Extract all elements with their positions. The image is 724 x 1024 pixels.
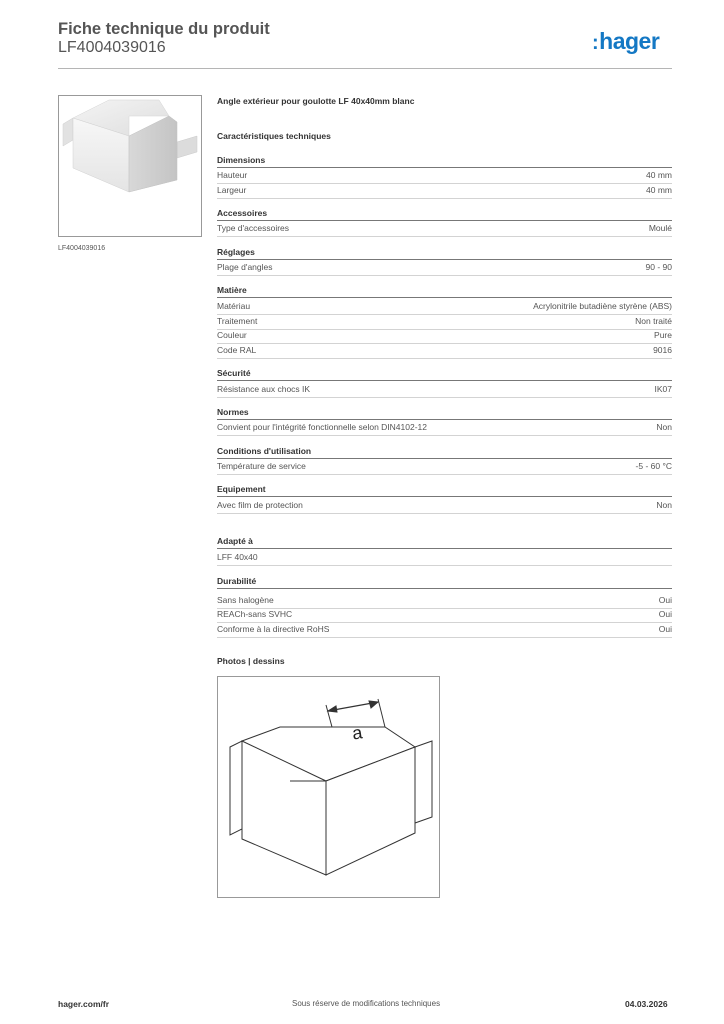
logo-text: hager — [599, 28, 660, 54]
spec-label: Convient pour l'intégrité fonctionnelle selon DIN4102-12 — [217, 422, 428, 432]
product-reference: LF4004039016 — [58, 39, 166, 56]
hager-logo — [592, 28, 659, 55]
product-description: Angle extérieur pour goulotte LF 40x40mm blanc — [217, 96, 415, 106]
spec-label: Résistance aux chocs IK — [217, 384, 311, 394]
spec-value: 90 - 90 — [645, 262, 672, 272]
spec-value: Moulé — [648, 223, 672, 233]
section-title-securite: Sécurité — [217, 368, 672, 381]
spec-label: Couleur — [217, 330, 247, 340]
spec-row — [217, 300, 672, 315]
spec-row — [217, 315, 672, 330]
spec-label: LFF 40x40 — [217, 552, 258, 562]
product-photo-caption: LF4004039016 — [58, 245, 106, 252]
section-title-durabilite: Durabilité — [217, 576, 672, 589]
product-photo-render — [59, 96, 201, 236]
spec-label: Conforme à la directive RoHS — [217, 624, 330, 634]
spec-label: Largeur — [217, 185, 247, 195]
spec-row — [217, 329, 672, 344]
technical-drawing — [217, 676, 440, 898]
spec-value: 9016 — [653, 345, 672, 355]
corner-angle-drawing — [218, 677, 439, 897]
section-title-normes: Normes — [217, 407, 672, 420]
spec-row — [217, 261, 672, 276]
spec-value: -5 - 60 °C — [635, 461, 672, 471]
spec-label: Hauteur — [217, 170, 248, 180]
spec-value: 40 mm — [646, 170, 672, 180]
footer-disclaimer: Sous réserve de modifications techniques — [292, 999, 441, 1008]
spec-value: Non — [656, 422, 672, 432]
spec-row — [217, 421, 672, 436]
spec-value: Acrylonitrile butadiène styrène (ABS) — [533, 301, 672, 311]
spec-row — [217, 222, 672, 237]
spec-row — [217, 344, 672, 359]
footer-date: 04.03.2026 — [625, 999, 668, 1009]
spec-value: 40 mm — [646, 185, 672, 195]
spec-value: Non — [656, 500, 672, 510]
spec-row — [217, 184, 672, 199]
spec-label: Matériau — [217, 301, 251, 311]
specifications-heading: Caractéristiques techniques — [217, 131, 331, 141]
document-title: Fiche technique du produit — [58, 20, 270, 38]
spec-label: Code RAL — [217, 345, 257, 355]
footer-website: hager.com/fr — [58, 999, 110, 1009]
spec-label: Température de service — [217, 461, 306, 471]
spec-value: Oui — [658, 624, 672, 634]
spec-label: Avec film de protection — [217, 500, 303, 510]
logo-dots-icon: : — [592, 32, 599, 54]
spec-value: IK07 — [654, 384, 672, 394]
section-title-adapte: Adapté à — [217, 536, 672, 549]
spec-label: Plage d'angles — [217, 262, 273, 272]
spec-row — [217, 608, 672, 623]
dimension-label-a: a — [350, 722, 364, 744]
spec-row — [217, 623, 672, 638]
spec-row — [217, 169, 672, 184]
header-divider — [58, 68, 672, 69]
spec-row — [217, 460, 672, 475]
spec-row — [217, 551, 672, 566]
section-title-dimensions: Dimensions — [217, 155, 672, 168]
product-photo — [58, 95, 202, 237]
photos-heading: Photos | dessins — [217, 656, 285, 666]
spec-value: Oui — [658, 595, 672, 605]
spec-label: Sans halogène — [217, 595, 274, 605]
spec-row — [217, 499, 672, 514]
spec-label: REACh-sans SVHC — [217, 609, 293, 619]
section-title-accessoires: Accessoires — [217, 208, 672, 221]
spec-label: Traitement — [217, 316, 258, 326]
section-title-equipement: Equipement — [217, 484, 672, 497]
section-title-matiere: Matière — [217, 285, 672, 298]
spec-label: Type d'accessoires — [217, 223, 290, 233]
spec-value: Oui — [658, 609, 672, 619]
spec-value: Pure — [654, 330, 672, 340]
spec-value: Non traité — [635, 316, 672, 326]
spec-row — [217, 383, 672, 398]
spec-row — [217, 594, 672, 609]
section-title-reglages: Réglages — [217, 247, 672, 260]
section-title-conditions: Conditions d'utilisation — [217, 446, 672, 459]
